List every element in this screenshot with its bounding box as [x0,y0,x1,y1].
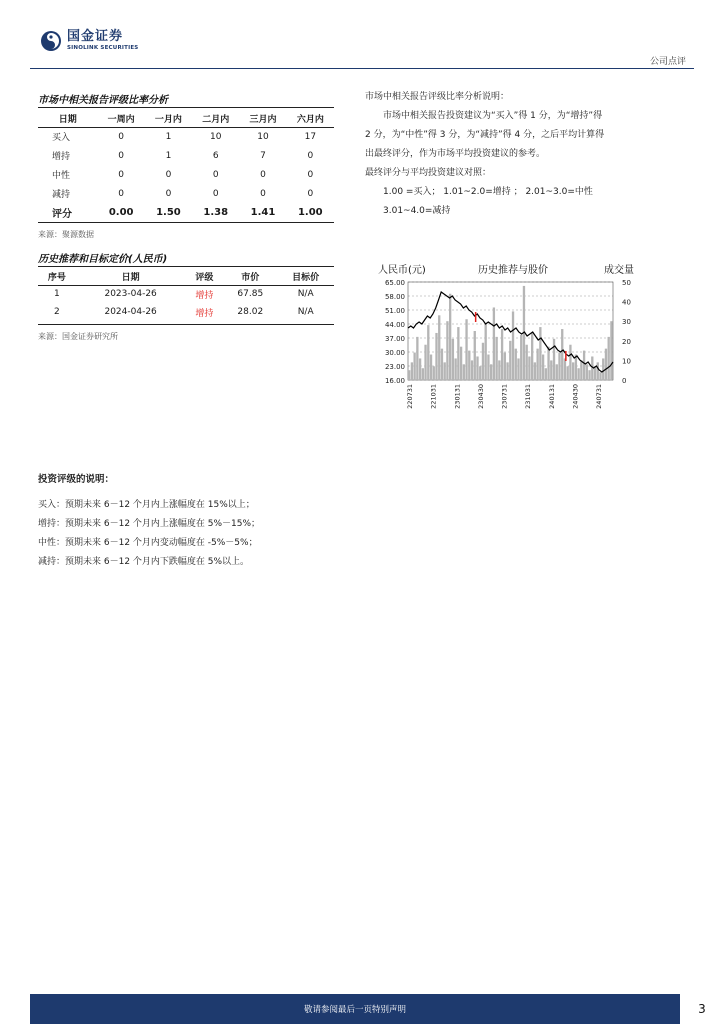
volume-bar [452,339,454,380]
x-axis-tick-label: 220731 [406,384,414,409]
volume-bar [558,353,560,380]
volume-bar [577,368,579,380]
row-label: 减持 [52,190,71,200]
volume-bar [550,360,552,380]
volume-bar [588,370,590,380]
volume-bar [490,364,492,380]
column-header: 六月内 [296,114,324,125]
table-cell: N/A [297,289,314,300]
volume-bar [485,323,487,380]
ratings-guide-title: 投资评级的说明： [38,474,115,485]
table-cell: 0 [118,131,125,142]
volume-bar [416,337,418,380]
table-row [38,127,334,146]
logo-english-name: SINOLINK SECURITIES [67,45,139,51]
table-cell: 1 [165,131,172,142]
price-history-chart [368,258,648,418]
volume-bar [474,331,476,380]
volume-bar [493,307,495,380]
volume-bar [506,362,508,380]
volume-bar [610,321,612,380]
volume-bar [498,360,500,380]
volume-bar [430,355,432,380]
history-title: 历史推荐和目标定价(人民币) [38,254,168,265]
score-cell: 1.41 [250,207,276,218]
chart-title: 历史推荐与股价 [478,265,548,276]
table-cell: 67.85 [237,289,264,300]
volume-bar [528,356,530,380]
explanation-line: 最终评分与平均投资建议对照： [365,168,492,178]
volume-bar [444,362,446,380]
row-label: 买入 [52,133,71,144]
volume-bar [512,311,514,380]
column-header: 序号 [47,272,66,283]
score-row [38,203,334,222]
left-axis-tick-label: 23.00 [384,363,405,371]
x-axis-tick-label: 230430 [476,384,485,409]
volume-bar [422,368,424,380]
score-mapping-line: 1.00 =买入； 1.01~2.0=增持 ； 2.01~3.0=中性 [383,187,593,197]
column-header: 日期 [58,114,77,125]
right-axis-tick-label: 20 [622,337,631,346]
left-axis-tick-label: 16.00 [384,377,405,385]
explanation-line: 2 分，为“中性”得 3 分，为“减持”得 4 分，之后平均计算得 [365,130,605,140]
volume-bar [509,341,511,380]
rating-table-bottom-rule [38,222,334,223]
right-axis-tick-label: 10 [622,357,631,366]
volume-bar [553,339,555,380]
left-axis-tick-label: 58.00 [384,293,405,301]
x-axis-tick-label: 240131 [547,384,556,409]
chart-right-axis-label: 成交量 [604,265,634,276]
volume-bar [504,353,506,380]
volume-bar [602,358,604,380]
volume-bar [542,355,544,380]
history-table-bottom-rule [38,324,334,325]
table-cell: 0 [118,150,125,161]
score-cell: 1.00 [297,207,323,218]
row-label: 评分 [52,209,72,220]
table-cell: 1 [54,289,60,300]
ratings-guide-line: 增持：预期未来 6－12 个月内上涨幅度在 5%－15%； [38,519,261,529]
company-logo [40,30,138,52]
x-axis-tick-label: 240430 [571,384,580,409]
column-header: 评级 [195,272,214,283]
table-header-row [38,110,334,127]
volume-bar [495,337,497,380]
table-row [38,303,334,321]
table-cell: 10 [257,131,269,142]
table-cell: 0 [260,188,266,199]
volume-bar [564,358,566,380]
column-header: 一月内 [154,114,182,125]
right-axis-tick-label: 40 [622,298,631,307]
volume-bar [575,355,577,380]
table-cell: 17 [304,131,317,142]
left-axis-tick-label: 65.00 [384,279,405,287]
volume-bar [526,345,528,380]
right-axis-tick-label: 50 [622,279,631,287]
volume-bar [599,372,601,380]
left-axis-ticks [385,279,405,385]
volume-bar [531,333,533,380]
column-header: 日期 [121,272,140,283]
volume-bar [539,327,541,380]
rating-stats-title: 市场中相关报告评级比率分析 [38,95,168,106]
row-label: 增持 [52,152,71,162]
history-table [38,268,334,321]
volume-bar [608,337,610,380]
table-cell: 0 [118,169,125,180]
volume-bar [463,364,465,380]
ratings-guide-line: 买入：预期未来 6－12 个月内上涨幅度在 15%以上； [38,500,255,510]
left-axis-tick-label: 37.00 [384,335,405,343]
volume-bar [545,368,547,380]
left-axis-tick-label: 30.00 [384,349,405,357]
volume-bar [515,349,517,380]
table-cell: 6 [212,150,219,161]
volume-bar [487,355,489,380]
table-cell: 0 [307,150,314,161]
volume-bar [597,362,599,380]
rating-cell: 增持 [195,308,214,319]
score-mapping-line: 3.01~4.0=减持 [383,206,451,216]
volume-bar [520,335,522,380]
table-cell: 10 [209,131,222,142]
volume-bar [517,358,519,380]
x-axis-tick-label: 221031 [429,384,438,409]
volume-bar [501,329,503,380]
volume-bar [583,351,585,380]
table-row [38,165,334,184]
table-cell: 1 [165,150,172,161]
table-cell: 7 [260,150,266,161]
volume-bar [468,351,470,380]
score-cell: 1.38 [203,207,229,218]
page-number: 3 [698,1002,706,1016]
volume-bar [435,333,437,380]
logo-chinese-name: 国金证券 [67,29,124,44]
volume-bar [594,366,596,380]
table-header-row [38,268,334,285]
table-cell: 0 [307,188,314,199]
column-header: 三月内 [249,114,277,125]
column-header: 一周内 [107,114,135,125]
score-cell: 1.50 [156,207,181,218]
volume-bar [460,347,462,380]
volume-bar [572,362,574,380]
column-header: 二月内 [202,114,230,125]
volume-bar [567,366,569,380]
row-label: 中性 [52,171,71,181]
page-footer [30,994,680,1024]
rating-stats-table [38,110,334,222]
table-cell: 0 [260,169,266,180]
explanation-title: 市场中相关报告评级比率分析说明： [365,92,510,102]
table-cell: 28.02 [237,307,264,317]
left-axis-tick-label: 51.00 [384,307,405,315]
ratings-guide-line: 减持：预期未来 6－12 个月内下跌幅度在 5%以上。 [38,557,250,567]
volume-bar [413,353,415,380]
right-axis-ticks [622,279,631,385]
table-cell: 2024-04-26 [104,307,157,317]
volume-bar [482,343,484,380]
volume-bar [457,327,459,380]
history-source-note: 来源：国金证券研究所 [38,332,118,341]
table-row [38,184,334,203]
footer-disclaimer-note: 敬请参阅最后一页特别声明 [303,1005,406,1015]
table-cell: 0 [165,188,172,199]
volume-bar [438,315,440,380]
volume-bar [479,366,481,380]
volume-bar [534,362,536,380]
x-axis-ticks [406,384,603,409]
sinolink-logo-icon [40,30,62,52]
table-cell: 0 [212,188,219,199]
volume-bar [556,364,558,380]
x-axis-tick-label: 230131 [453,384,462,409]
table-cell: 0 [212,169,219,180]
left-axis-tick-label: 44.00 [384,321,405,329]
volume-bar [433,366,435,380]
volume-bar [419,358,421,380]
x-axis-tick-label: 240731 [595,384,603,409]
volume-bar [586,364,588,380]
right-axis-tick-label: 0 [622,377,627,385]
volume-bar [465,319,467,380]
explanation-line: 出最终评分，作为市场平均投资建议的参考。 [365,149,546,159]
volume-bar [424,345,426,380]
right-axis-tick-label: 30 [622,318,631,327]
x-axis-tick-label: 231031 [524,384,533,409]
volume-bar [561,329,563,380]
page-header [0,0,724,70]
score-cell: 0.00 [108,207,134,218]
ratings-guide-line: 中性：预期未来 6－12 个月内变动幅度在 -5%－5%； [38,538,258,548]
volume-bar [476,356,478,380]
table-cell: N/A [297,307,314,317]
volume-bar [605,349,607,380]
rating-table-top-rule [38,107,334,108]
table-row [38,146,334,165]
rating-source-note: 来源：聚源数据 [38,230,94,239]
column-header: 市价 [241,272,260,283]
table-cell: 0 [118,188,125,199]
rating-cell: 增持 [195,290,214,301]
volume-bar [408,370,410,380]
volume-bar [449,294,451,380]
volume-bar [454,358,456,380]
explanation-line: 市场中相关报告投资建议为“买入”得 1 分，为“增持”得 [383,111,603,121]
volume-bar [446,321,448,380]
volume-bar [569,345,571,380]
volume-bar [411,362,413,380]
chart-left-axis-label: 人民币(元) [378,265,426,276]
volume-bar [471,360,473,380]
header-divider [30,68,694,69]
table-cell: 0 [165,169,172,180]
table-row [38,285,334,303]
table-cell: 2023-04-26 [104,289,157,300]
table-cell: 2 [54,307,60,317]
table-cell: 0 [307,169,314,180]
x-axis-tick-label: 230731 [500,384,509,409]
volume-bar [547,347,549,380]
volume-bar [427,325,429,380]
document-type-label: 公司点评 [649,57,686,67]
volume-bar [536,349,538,380]
column-header: 目标价 [292,272,320,283]
volume-bar [580,360,582,380]
history-table-top-rule [38,266,334,267]
volume-bar [441,349,443,380]
